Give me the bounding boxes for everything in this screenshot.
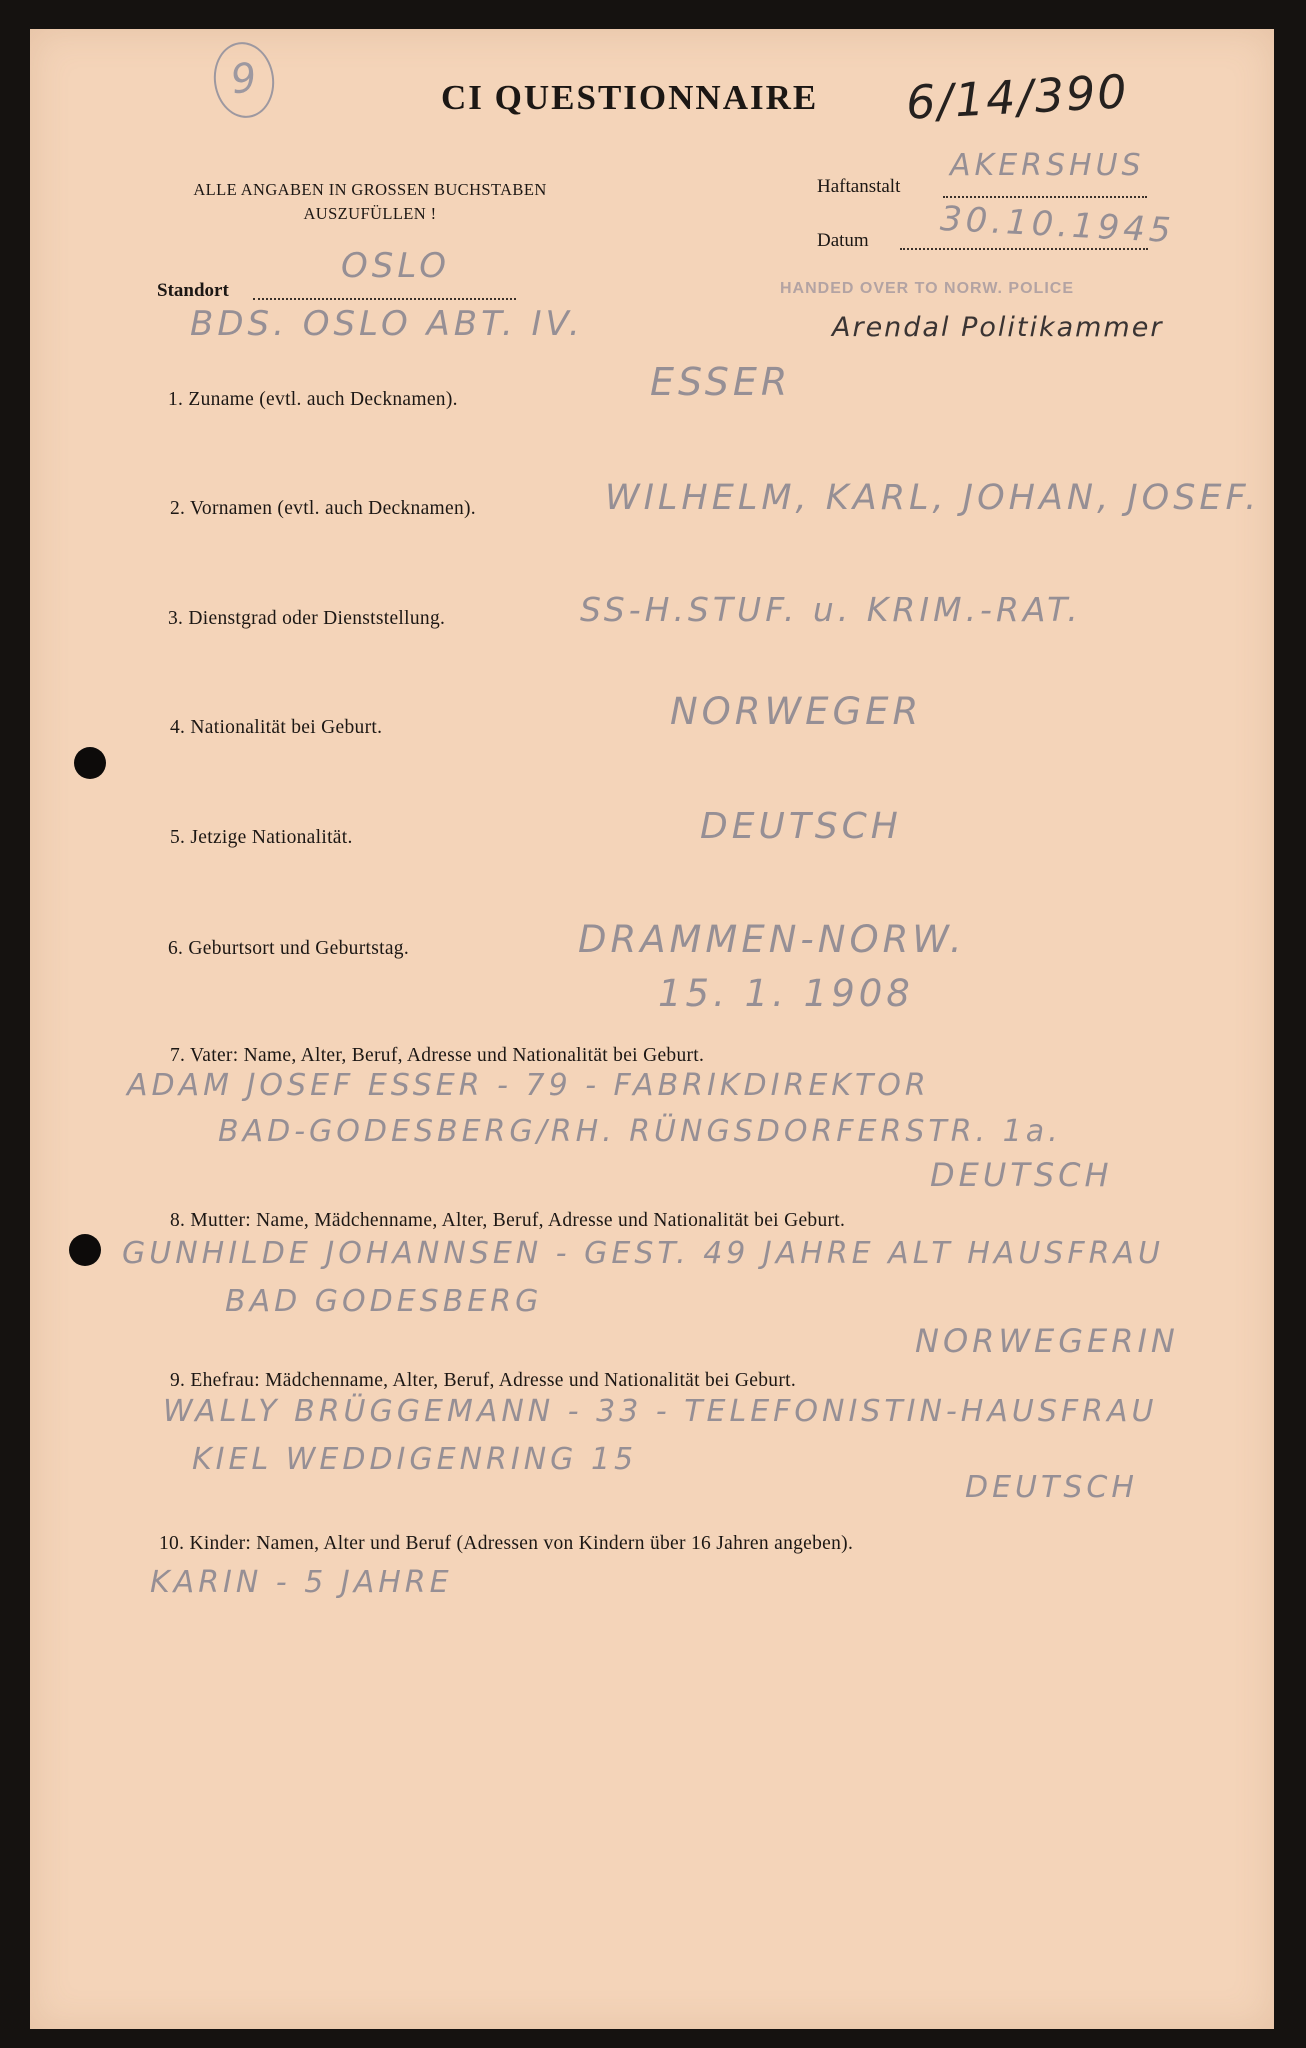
answer-1: ESSER [650, 360, 792, 404]
answer-6-date: 15. 1. 1908 [658, 972, 914, 1015]
question-6: 6. Geburtsort und Geburtstag. [168, 938, 410, 959]
answer-8-line1: GUNHILDE JOHANNSEN - GEST. 49 JAHRE ALT HAUSFRAU [122, 1236, 1164, 1271]
question-5: 5. Jetzige Nationalität. [170, 827, 353, 848]
circled-number: 9 [209, 38, 279, 122]
answer-5: DEUTSCH [700, 806, 902, 847]
answer-6-place: DRAMMEN-NORW. [578, 918, 966, 961]
haftanstalt-label: Haftanstalt [817, 176, 901, 197]
instruction-line-1: ALLE ANGABEN IN GROSSEN BUCHSTABEN [193, 180, 547, 199]
police-note: Arendal Politikammer [832, 312, 1164, 343]
punch-hole-top [74, 747, 106, 779]
answer-10: KARIN - 5 JAHRE [150, 1565, 453, 1600]
instruction-line-2: AUSZUFÜLLEN ! [303, 204, 437, 223]
form-title: CI QUESTIONNAIRE [441, 78, 819, 117]
answer-3: SS-H.STUF. u. KRIM.-RAT. [580, 590, 1082, 629]
question-7: 7. Vater: Name, Alter, Beruf, Adresse und Nationalität bei Geburt. [170, 1045, 705, 1066]
answer-7-line2: BAD-GODESBERG/RH. RÜNGSDORFERSTR. 1a. [218, 1114, 1062, 1149]
standort-line [253, 298, 516, 300]
answer-8-line2: BAD GODESBERG [225, 1284, 543, 1319]
standort-value: OSLO [341, 246, 451, 286]
handover-stamp: HANDED OVER TO NORW. POLICE [780, 280, 1074, 297]
question-8: 8. Mutter: Name, Mädchenname, Alter, Beruf, Adresse und Nationalität bei Geburt. [170, 1210, 846, 1231]
instruction-text [150, 178, 590, 226]
answer-7-line1: ADAM JOSEF ESSER - 79 - FABRIKDIREKTOR [127, 1068, 930, 1103]
answer-9-line2: KIEL WEDDIGENRING 15 [192, 1442, 638, 1477]
answer-4: NORWEGER [670, 690, 923, 733]
question-9: 9. Ehefrau: Mädchenname, Alter, Beruf, Adresse und Nationalität bei Geburt. [170, 1370, 797, 1391]
answer-7-line3: DEUTSCH [930, 1156, 1113, 1194]
punch-hole-bottom [69, 1234, 101, 1266]
haftanstalt-line [943, 196, 1147, 198]
standort-detail: BDS. OSLO ABT. IV. [190, 304, 584, 344]
datum-value: 30.10.1945 [939, 198, 1176, 252]
answer-9-line1: WALLY BRÜGGEMANN - 33 - TELEFONISTIN-HAUSFRAU [163, 1394, 1158, 1429]
haftanstalt-value: AKERSHUS [950, 148, 1145, 183]
question-4: 4. Nationalität bei Geburt. [170, 717, 383, 738]
answer-8-line3: NORWEGERIN [915, 1322, 1179, 1360]
answer-2: WILHELM, KARL, JOHAN, JOSEF. [605, 478, 1261, 518]
datum-line [900, 248, 1148, 250]
question-2: 2. Vornamen (evtl. auch Decknamen). [170, 498, 476, 519]
question-3: 3. Dienstgrad oder Dienststellung. [168, 608, 446, 629]
question-10: 10. Kinder: Namen, Alter und Beruf (Adressen von Kindern über 16 Jahren angeben). [159, 1533, 854, 1554]
file-number: 6/14/390 [904, 64, 1130, 130]
standort-label: Standort [157, 280, 229, 301]
datum-label: Datum [817, 230, 869, 251]
question-1: 1. Zuname (evtl. auch Decknamen). [168, 389, 458, 410]
answer-9-line3: DEUTSCH [965, 1470, 1138, 1505]
